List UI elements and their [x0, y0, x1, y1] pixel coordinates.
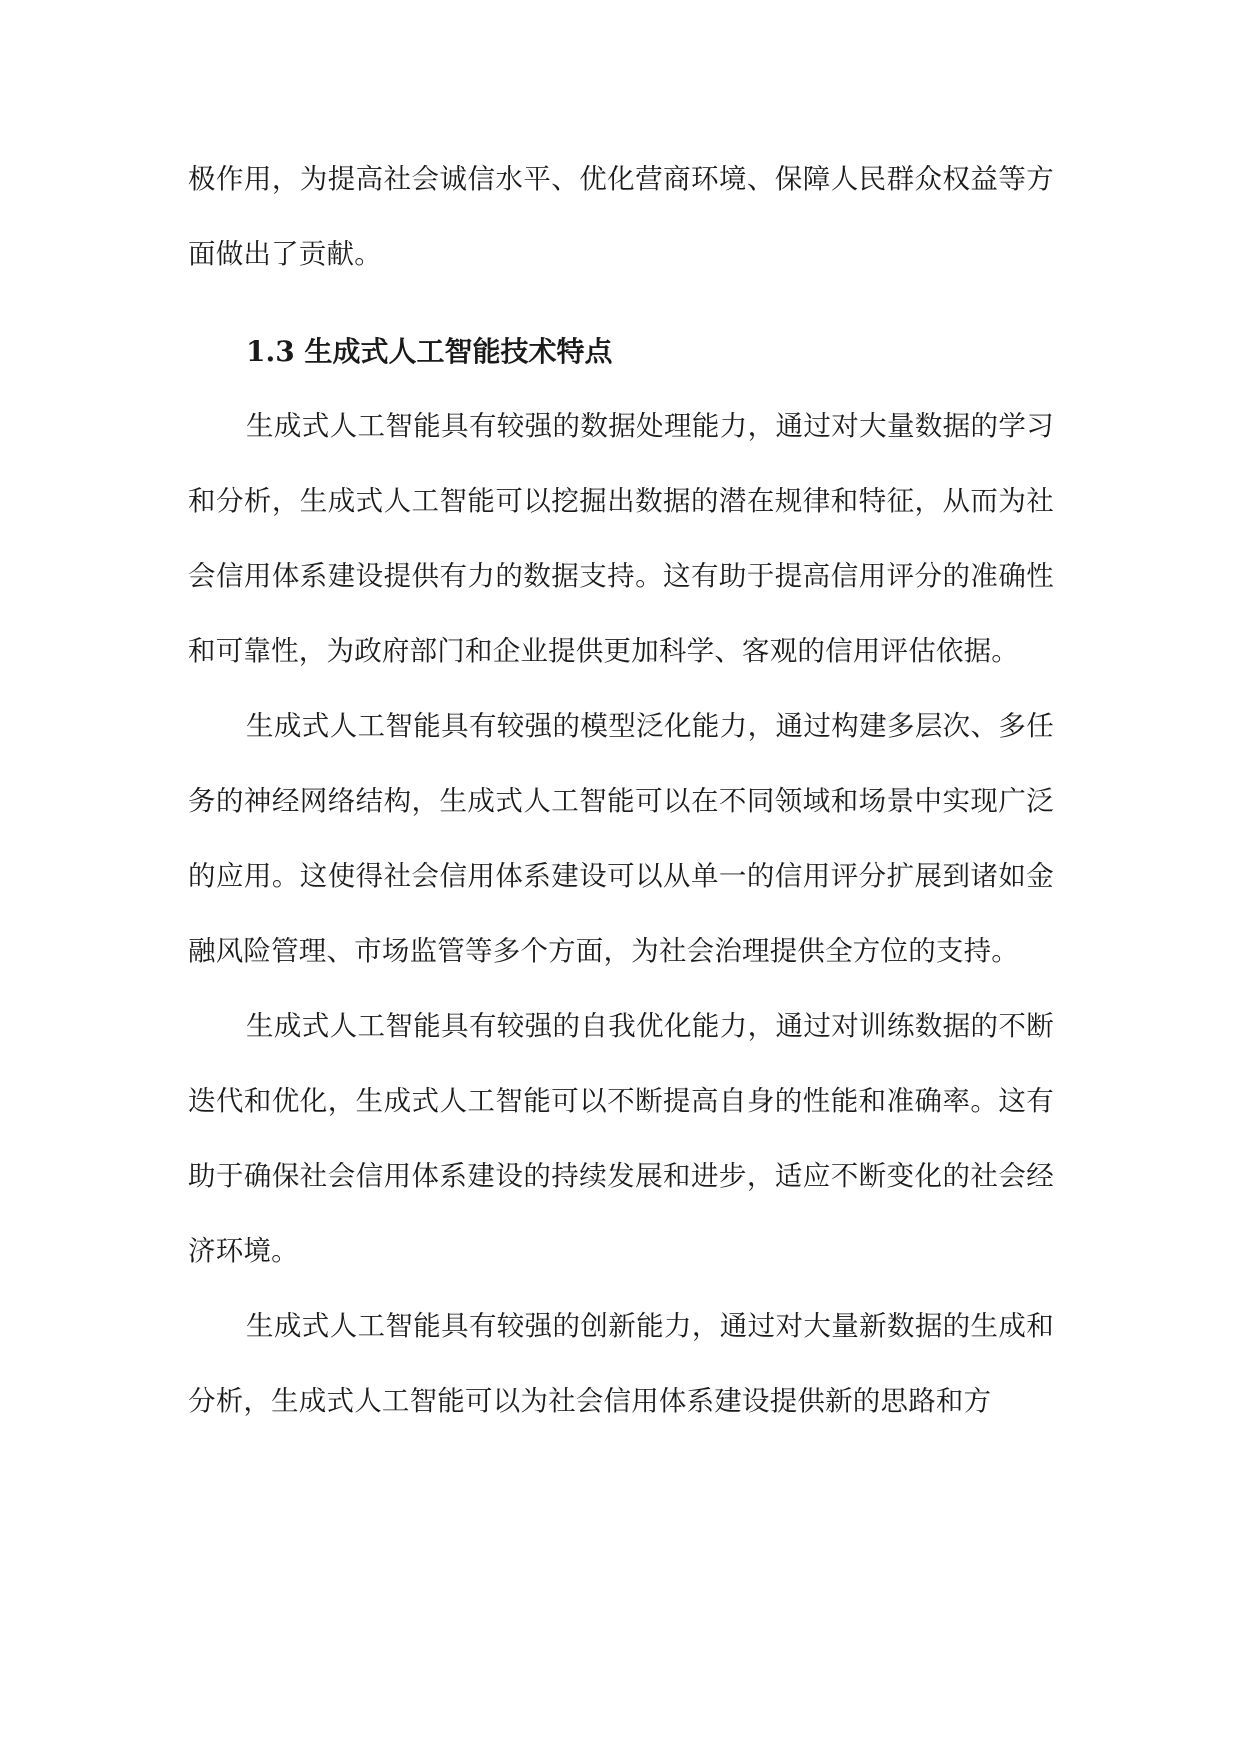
spacer [188, 292, 1054, 314]
paragraph-self-optimization: 生成式人工智能具有较强的自我优化能力，通过对训练数据的不断迭代和优化，生成式人工智能可以不断提高自身的性能和准确率。这有助于确保社会信用体系建设的持续发展和进步，适应不断变化的社会经济环境。 [188, 1010, 1054, 1267]
paragraph-data-processing: 生成式人工智能具有较强的数据处理能力，通过对大量数据的学习和分析，生成式人工智能可以挖掘出数据的潜在规律和特征，从而为社会信用体系建设提供有力的数据支持。这有助于提高信用评分的准确性和可靠性，为政府部门和企业提供更加科学、客观的信用评估依据。 [188, 410, 1054, 667]
paragraph-model-generalization: 生成式人工智能具有较强的模型泛化能力，通过构建多层次、多任务的神经网络结构，生成式人工智能可以在不同领域和场景中实现广泛的应用。这使得社会信用体系建设可以从单一的信用评分扩展到诸如金融风险管理、市场监管等多个方面，为社会治理提供全方位的支持。 [188, 710, 1054, 967]
section-heading: 1.3 生成式人工智能技术特点 [246, 335, 613, 368]
intro-paragraph: 极作用，为提高社会诚信水平、优化营商环境、保障人民群众权益等方面做出了贡献。 [188, 163, 1054, 270]
paragraph-innovation: 生成式人工智能具有较强的创新能力，通过对大量新数据的生成和分析，生成式人工智能可以为社会信用体系建设提供新的思路和方 [188, 1310, 1054, 1417]
document-page [188, 142, 1054, 1439]
